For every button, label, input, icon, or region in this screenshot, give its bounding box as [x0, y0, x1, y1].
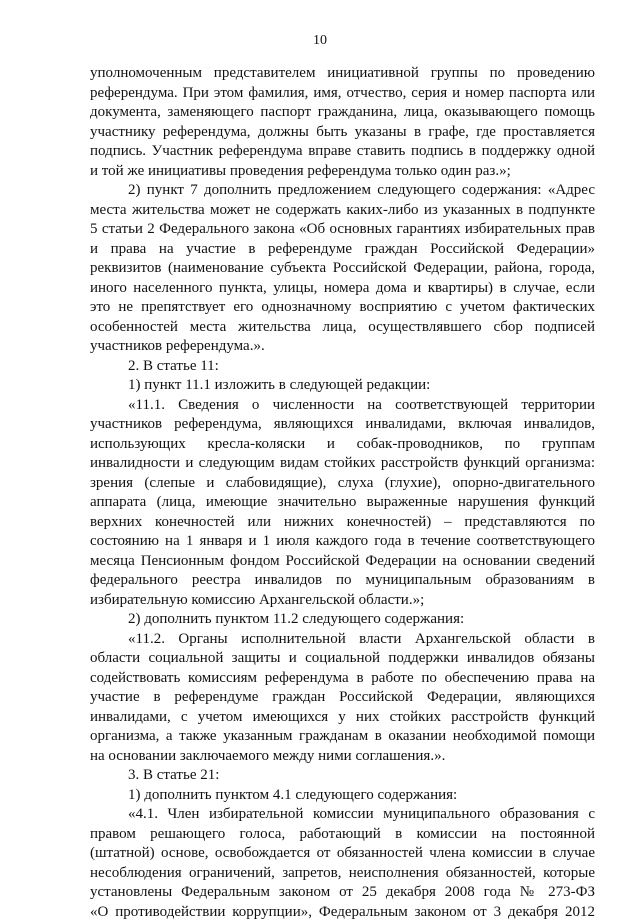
text-line: референдума. При этом фамилия, имя, отчество, серия и номер паспорта или [90, 84, 595, 104]
text-line: «11.1. Сведения о численности на соответствующей территории [90, 396, 595, 416]
page-number: 10 [0, 33, 640, 49]
text-line: реквизитов (наименование субъекта Российской Федерации, района, города, [90, 259, 595, 279]
text-line: это не препятствует его однозначному восприятию с учетом фактических [90, 298, 595, 318]
text-line: 3. В статье 21: [90, 766, 595, 786]
text-line: подпись. Участник референдума вправе ставить подпись в поддержку одной [90, 142, 595, 162]
text-line: 2) пункт 7 дополнить предложением следующего содержания: «Адрес [90, 181, 595, 201]
text-line: места жительства может не содержать каких-либо из указанных в подпункте [90, 201, 595, 221]
text-line: документа, заменяющего паспорт гражданина, лица, оказывающего помощь [90, 103, 595, 123]
text-line: 2) дополнить пунктом 11.2 следующего содержания: [90, 610, 595, 630]
text-line: федерального реестра инвалидов по муниципальным образованиям в [90, 571, 595, 591]
text-line: состоянию на 1 января и 1 июля каждого года в течение соответствующего [90, 532, 595, 552]
text-line: «11.2. Органы исполнительной власти Архангельской области в [90, 630, 595, 650]
text-line: верхних конечностей или нижних конечностей) – представляются по [90, 513, 595, 533]
text-line: аппарата (лица, имеющие значительно выраженные нарушения функций [90, 493, 595, 513]
text-line: 1) пункт 11.1 изложить в следующей редакции: [90, 376, 595, 396]
text-line: содействовать комиссиям референдума в работе по обеспечению права на [90, 669, 595, 689]
text-line: организма, а также указанным гражданам в оказании необходимой помощи [90, 727, 595, 747]
document-body [90, 64, 595, 922]
text-line: установлены Федеральным законом от 25 декабря 2008 года № 273-ФЗ [90, 883, 595, 903]
text-line: «4.1. Член избирательной комиссии муниципального образования с [90, 805, 595, 825]
text-line: на основании заключаемого между ними соглашения.». [90, 747, 595, 767]
text-line: 1) дополнить пунктом 4.1 следующего содержания: [90, 786, 595, 806]
text-line: 2. В статье 11: [90, 357, 595, 377]
text-line: инвалидами, с учетом имеющихся у них стойких расстройств функций [90, 708, 595, 728]
text-line: зрения (слепые и слабовидящие), слуха (глухие), опорно-двигательного [90, 474, 595, 494]
text-line: инвалидности и следующим видам стойких расстройств функций организма: [90, 454, 595, 474]
text-line: участие в референдуме граждан Российской Федерации, являющихся [90, 688, 595, 708]
text-line: правом решающего голоса, работающий в комиссии на постоянной [90, 825, 595, 845]
text-line: участников референдума.». [90, 337, 595, 357]
text-line: несоблюдения ограничений, запретов, неисполнения обязанностей, которые [90, 864, 595, 884]
text-line: и права на участие в референдуме граждан Российской Федерации» [90, 240, 595, 260]
text-line: месяца Пенсионным фондом Российской Федерации на основании сведений [90, 552, 595, 572]
text-line: избирательную комиссию Архангельской области.»; [90, 591, 595, 611]
text-line: 5 статьи 2 Федерального закона «Об основных гарантиях избирательных прав [90, 220, 595, 240]
text-line: участников референдума, являющихся инвалидами, включая инвалидов, [90, 415, 595, 435]
text-line: иного населенного пункта, улицы, номера дома и квартиры) в случае, если [90, 279, 595, 299]
text-line: участнику референдума, должны быть указаны в графе, где проставляется [90, 123, 595, 143]
text-line: области социальной защиты и социальной поддержки инвалидов обязаны [90, 649, 595, 669]
text-line: и той же инициативы проведения референдума только один раз.»; [90, 162, 595, 182]
text-line: уполномоченным представителем инициативной группы по проведению [90, 64, 595, 84]
text-line: использующих кресла-коляски и собак-проводников, по группам [90, 435, 595, 455]
text-line: особенностей места жительства лица, осуществлявшего сбор подписей [90, 318, 595, 338]
text-line: «О противодействии коррупции», Федеральным законом от 3 декабря 2012 [90, 903, 595, 922]
text-line: (штатной) основе, освобождается от обязанностей члена комиссии в случае [90, 844, 595, 864]
